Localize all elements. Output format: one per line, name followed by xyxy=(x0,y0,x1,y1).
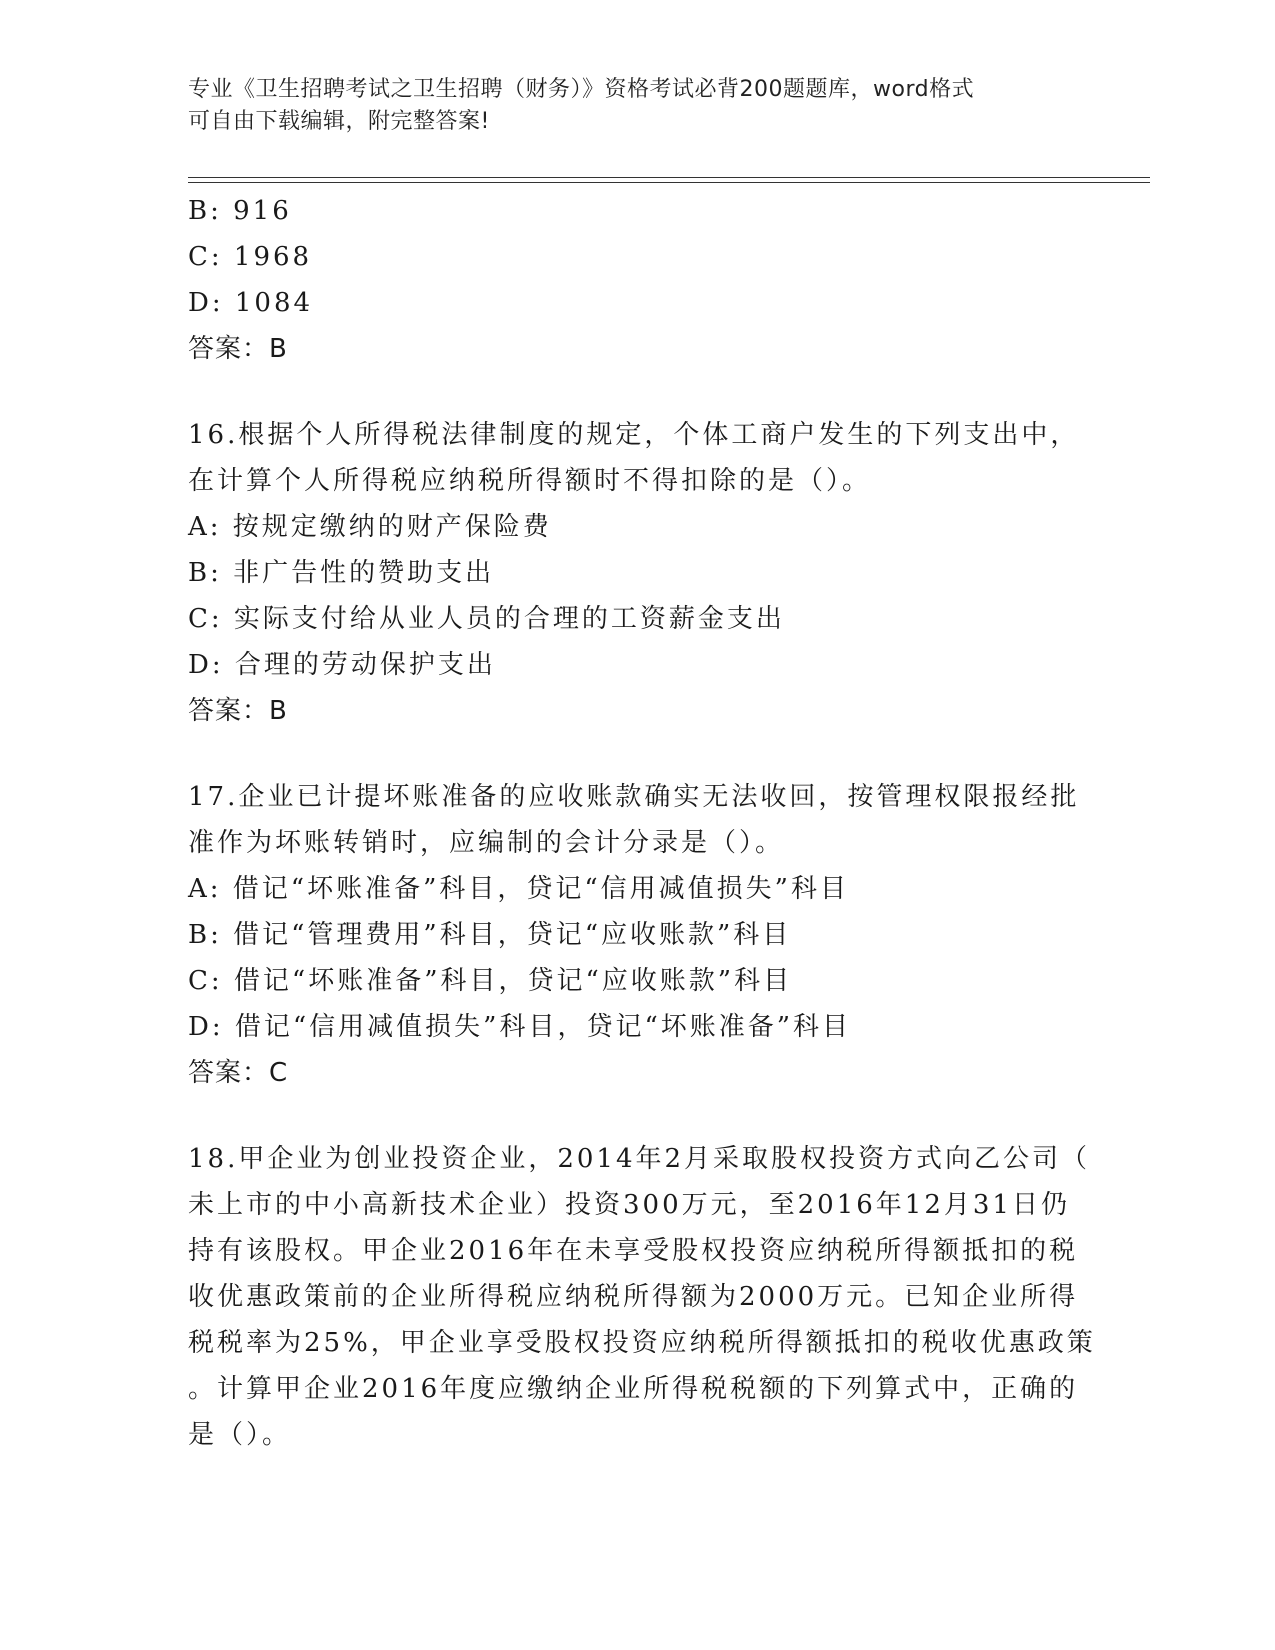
question-stem: 。计算甲企业2016年度应缴纳企业所得税税额的下列算式中，正确的 xyxy=(188,1374,1079,1404)
question-stem: 在计算个人所得税应纳税所得额时不得扣除的是（）。 xyxy=(188,466,872,496)
header-line-1: 专业《卫生招聘考试之卫生招聘（财务）》资格考试必背200题题库，word格式 xyxy=(188,77,975,102)
question-stem: 持有该股权。甲企业2016年在未享受股权投资应纳税所得额抵扣的税 xyxy=(188,1236,1079,1266)
header-divider-bottom xyxy=(188,182,1150,183)
option-d: D: 1084 xyxy=(188,288,314,318)
question-18 xyxy=(188,1136,1096,1458)
option-b: B: 非广告性的赞助支出 xyxy=(188,558,495,588)
header-divider-top xyxy=(188,177,1150,178)
option-b: B: 借记“管理费用”科目，贷记“应收账款”科目 xyxy=(188,920,792,950)
question-stem: 准作为坏账转销时，应编制的会计分录是（）。 xyxy=(188,828,785,858)
question-stem: 未上市的中小高新技术企业）投资300万元，至2016年12月31日仍 xyxy=(188,1190,1070,1220)
option-a: A: 借记“坏账准备”科目，贷记“信用减值损失”科目 xyxy=(188,874,849,904)
question-stem: 17.企业已计提坏账准备的应收账款确实无法收回，按管理权限报经批 xyxy=(188,782,1080,812)
question-17 xyxy=(188,774,1088,1096)
question-content xyxy=(188,188,1096,1458)
question-stem: 收优惠政策前的企业所得税应纳税所得额为2000万元。已知企业所得 xyxy=(188,1282,1079,1312)
question-stem: 是（）。 xyxy=(188,1420,292,1450)
answer: 答案：B xyxy=(188,696,288,726)
answer: 答案：C xyxy=(188,1058,289,1088)
option-d: D: 合理的劳动保护支出 xyxy=(188,650,496,680)
answer: 答案：B xyxy=(188,334,288,364)
option-a: A: 按规定缴纳的财产保险费 xyxy=(188,512,552,542)
document-header xyxy=(188,74,1088,138)
question-15-tail xyxy=(188,188,1088,372)
question-stem: 18.甲企业为创业投资企业，2014年2月采取股权投资方式向乙公司（ xyxy=(188,1144,1091,1174)
option-c: C: 实际支付给从业人员的合理的工资薪金支出 xyxy=(188,604,785,634)
option-c: C: 1968 xyxy=(188,242,313,272)
question-stem: 16.根据个人所得税法律制度的规定，个体工商户发生的下列支出中， xyxy=(188,420,1080,450)
header-line-2: 可自由下载编辑，附完整答案! xyxy=(188,109,490,134)
option-d: D: 借记“信用减值损失”科目，贷记“坏账准备”科目 xyxy=(188,1012,852,1042)
option-c: C: 借记“坏账准备”科目，贷记“应收账款”科目 xyxy=(188,966,793,996)
question-16 xyxy=(188,412,1088,734)
question-stem: 税税率为25%，甲企业享受股权投资应纳税所得额抵扣的税收优惠政策 xyxy=(188,1328,1096,1358)
option-b: B: 916 xyxy=(188,196,292,226)
